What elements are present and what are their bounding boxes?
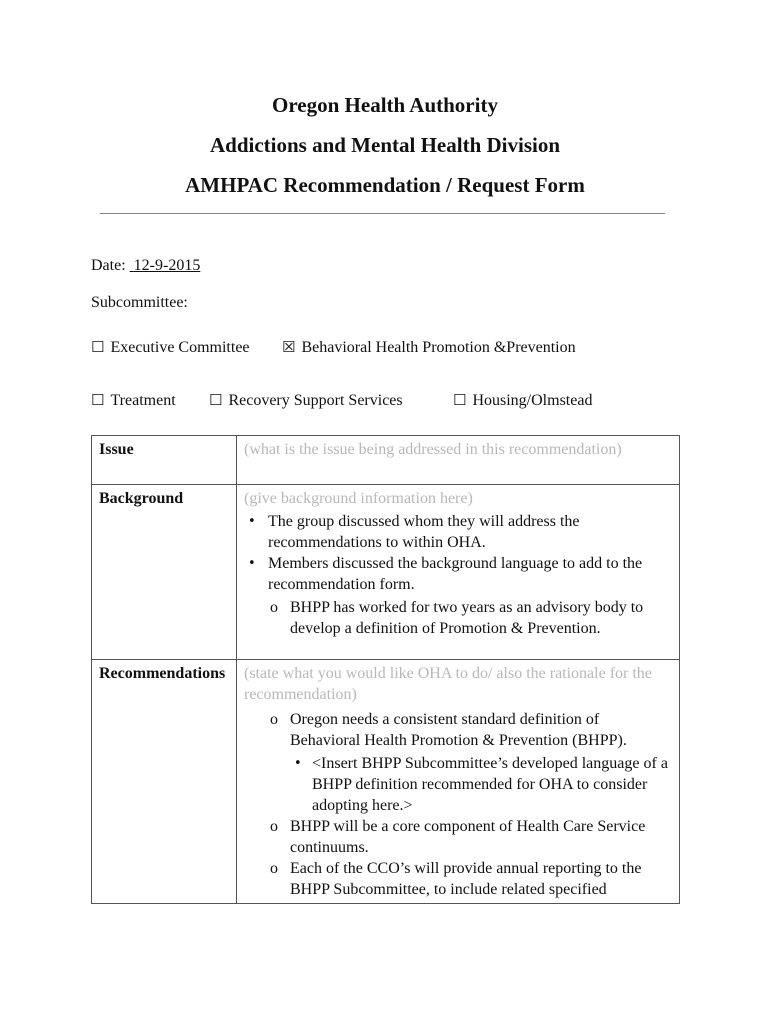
recommendations-sublist bbox=[290, 753, 672, 816]
background-label: Background bbox=[92, 485, 237, 660]
issue-field[interactable] bbox=[237, 436, 680, 485]
form-title: AMHPAC Recommendation / Request Form bbox=[185, 173, 585, 197]
recommendations-list bbox=[244, 709, 672, 900]
list-item: o Oregon needs a consistent standard definition of Behavioral Health Promotion & Prevention (BHPP). • <Insert BHPP Subcommittee’s developed language of a BHPP definition recommended for OHA to consider adopting here.> bbox=[268, 709, 672, 816]
issue-label: Issue bbox=[92, 436, 237, 485]
list-item: • <Insert BHPP Subcommittee’s developed language of a BHPP definition recommended for OHA to consider adopting here.> bbox=[290, 753, 672, 816]
list-item: • The group discussed whom they will address the recommendations to within OHA. bbox=[244, 511, 672, 553]
checkbox-unchecked-icon[interactable]: ☐ bbox=[209, 391, 223, 409]
option-housing-olmstead[interactable]: ☐ Housing/Olmstead bbox=[453, 391, 593, 409]
option-executive-committee[interactable]: ☐ Executive Committee bbox=[91, 338, 250, 356]
checkbox-unchecked-icon[interactable]: ☐ bbox=[91, 391, 105, 409]
subcommittee-label: Subcommittee: bbox=[91, 294, 188, 311]
issue-hint: (what is the issue being addressed in this recommendation) bbox=[244, 441, 622, 458]
option-behavioral-health-promotion[interactable]: ☒ Behavioral Health Promotion &Prevention bbox=[282, 338, 576, 356]
list-item: o BHPP has worked for two years as an advisory body to develop a definition of Promotion & Prevention. bbox=[268, 597, 672, 639]
checkbox-unchecked-icon[interactable]: ☐ bbox=[91, 338, 105, 356]
list-item: • Members discussed the background language to add to the recommendation form. o BHPP has worked for two years as an advisory body to develop a definition of Promotion & Prevention. bbox=[244, 553, 672, 639]
issue-row bbox=[92, 436, 680, 485]
division-title: Addictions and Mental Health Division bbox=[209, 133, 561, 157]
date-label: Date: bbox=[91, 257, 126, 274]
header-divider bbox=[100, 213, 665, 214]
background-list bbox=[244, 511, 672, 639]
list-item: o BHPP will be a core component of Health Care Service continuums. bbox=[268, 816, 672, 858]
background-field[interactable] bbox=[237, 485, 680, 660]
checkbox-unchecked-icon[interactable]: ☐ bbox=[453, 391, 467, 409]
background-sublist bbox=[268, 597, 672, 639]
background-row bbox=[92, 485, 680, 660]
option-treatment[interactable]: ☐ Treatment bbox=[91, 391, 176, 409]
background-hint: (give background information here) bbox=[244, 490, 473, 507]
checkbox-checked-icon[interactable]: ☒ bbox=[282, 338, 296, 356]
recommendations-label: Recommendations bbox=[92, 660, 237, 904]
recommendations-field[interactable] bbox=[237, 660, 680, 904]
date-value[interactable]: 12-9-2015 bbox=[133, 257, 201, 274]
list-item: o Each of the CCO’s will provide annual reporting to the BHPP Subcommittee, to include related specified bbox=[268, 858, 672, 900]
option-recovery-support-services[interactable]: ☐ Recovery Support Services bbox=[209, 391, 403, 409]
recommendations-row bbox=[92, 660, 680, 904]
agency-title: Oregon Health Authority bbox=[272, 93, 498, 117]
recommendation-table bbox=[91, 435, 680, 904]
recommendations-hint: (state what you would like OHA to do/ also the rationale for the recommendation) bbox=[244, 665, 652, 703]
date-line bbox=[91, 257, 200, 275]
